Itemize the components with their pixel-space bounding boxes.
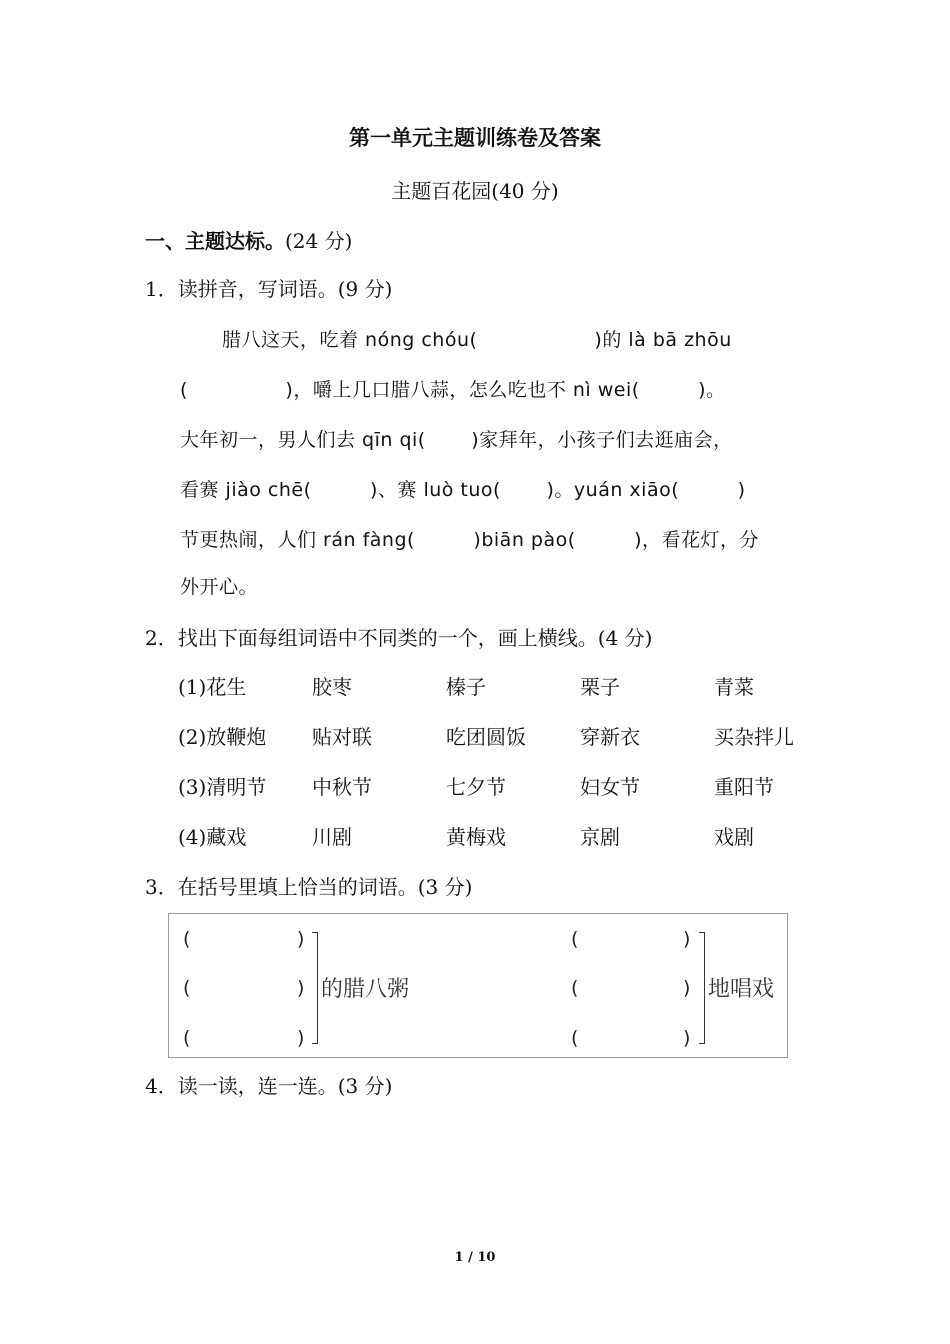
q3-open-paren: ( (571, 928, 579, 950)
q2-group-row (178, 771, 828, 801)
q3-open-paren: ( (571, 1027, 579, 1049)
left-brace-icon (309, 932, 318, 1044)
q1-line-2: ( )，嚼上几口腊八蒜，怎么吃也不 nì wei( )。 (180, 379, 726, 401)
page-subtitle: 主题百花园(40 分) (391, 179, 559, 203)
q3-open-paren: ( (571, 977, 579, 999)
section-one-score: (24 分) (285, 229, 353, 253)
question-2-label: 2．找出下面每组词语中不同类的一个，画上横线。(4 分) (145, 626, 653, 650)
q2-word: 京剧 (580, 825, 620, 849)
q1-line-3: 大年初一，男人们去 qīn qi( )家拜年，小孩子们去逛庙会， (180, 429, 733, 451)
q2-word: 川剧 (312, 825, 352, 849)
q3-left-tail: 的腊八粥 (321, 977, 410, 1002)
q2-word: 中秋节 (312, 775, 372, 799)
q2-word: (4)藏戏 (178, 825, 247, 849)
q1-line-6: 外开心。 (180, 576, 259, 598)
q2-word: (1)花生 (178, 675, 247, 699)
q2-word: 妇女节 (580, 775, 640, 799)
page-number: 1 / 10 (454, 1250, 496, 1265)
q2-word: 重阳节 (714, 775, 774, 799)
section-one-label: 一、主题达标。 (145, 229, 285, 253)
q3-close-paren: ) (683, 977, 691, 999)
q2-group-row (178, 821, 828, 851)
q2-group-row (178, 721, 828, 751)
q1-line-5: 节更热闹，人们 rán fàng( )biān pào( )，看花灯，分 (180, 529, 760, 551)
q2-word: 戏剧 (714, 825, 754, 849)
q2-word: 榛子 (446, 675, 486, 699)
section-one-heading (145, 225, 352, 254)
q1-line-1: 腊八这天，吃着 nóng chóu( )的 là bā zhōu (222, 329, 732, 351)
question-4-label: 4．读一读，连一连。(3 分) (145, 1074, 393, 1098)
q3-open-paren: ( (183, 977, 191, 999)
q2-word: 青菜 (714, 675, 754, 699)
q2-word: (3)清明节 (178, 775, 267, 799)
q2-word: 胶枣 (312, 675, 352, 699)
q2-word: 吃团圆饭 (446, 725, 526, 749)
q2-group-row (178, 671, 828, 701)
q3-fill-box (168, 913, 788, 1058)
q3-close-paren: ) (297, 1027, 305, 1049)
q2-word: 栗子 (580, 675, 620, 699)
q3-right-tail: 地唱戏 (708, 977, 775, 1002)
q2-word: 七夕节 (446, 775, 506, 799)
right-brace-icon (696, 932, 705, 1044)
q2-word: 买杂拌儿 (714, 725, 794, 749)
q3-open-paren: ( (183, 928, 191, 950)
q3-open-paren: ( (183, 1027, 191, 1049)
page-title: 第一单元主题训练卷及答案 (349, 126, 601, 150)
question-1-label: 1．读拼音，写词语。(9 分) (145, 277, 393, 301)
q3-close-paren: ) (297, 977, 305, 999)
q1-line-4: 看赛 jiào chē( )、赛 luò tuo( )。yuán xiāo( ) (180, 479, 746, 501)
q2-word: 贴对联 (312, 725, 372, 749)
q2-word: 黄梅戏 (446, 825, 506, 849)
q2-word: (2)放鞭炮 (178, 725, 267, 749)
question-3-label: 3．在括号里填上恰当的词语。(3 分) (145, 875, 473, 899)
q3-close-paren: ) (683, 1027, 691, 1049)
q3-close-paren: ) (683, 928, 691, 950)
q3-close-paren: ) (297, 928, 305, 950)
q2-word: 穿新衣 (580, 725, 640, 749)
